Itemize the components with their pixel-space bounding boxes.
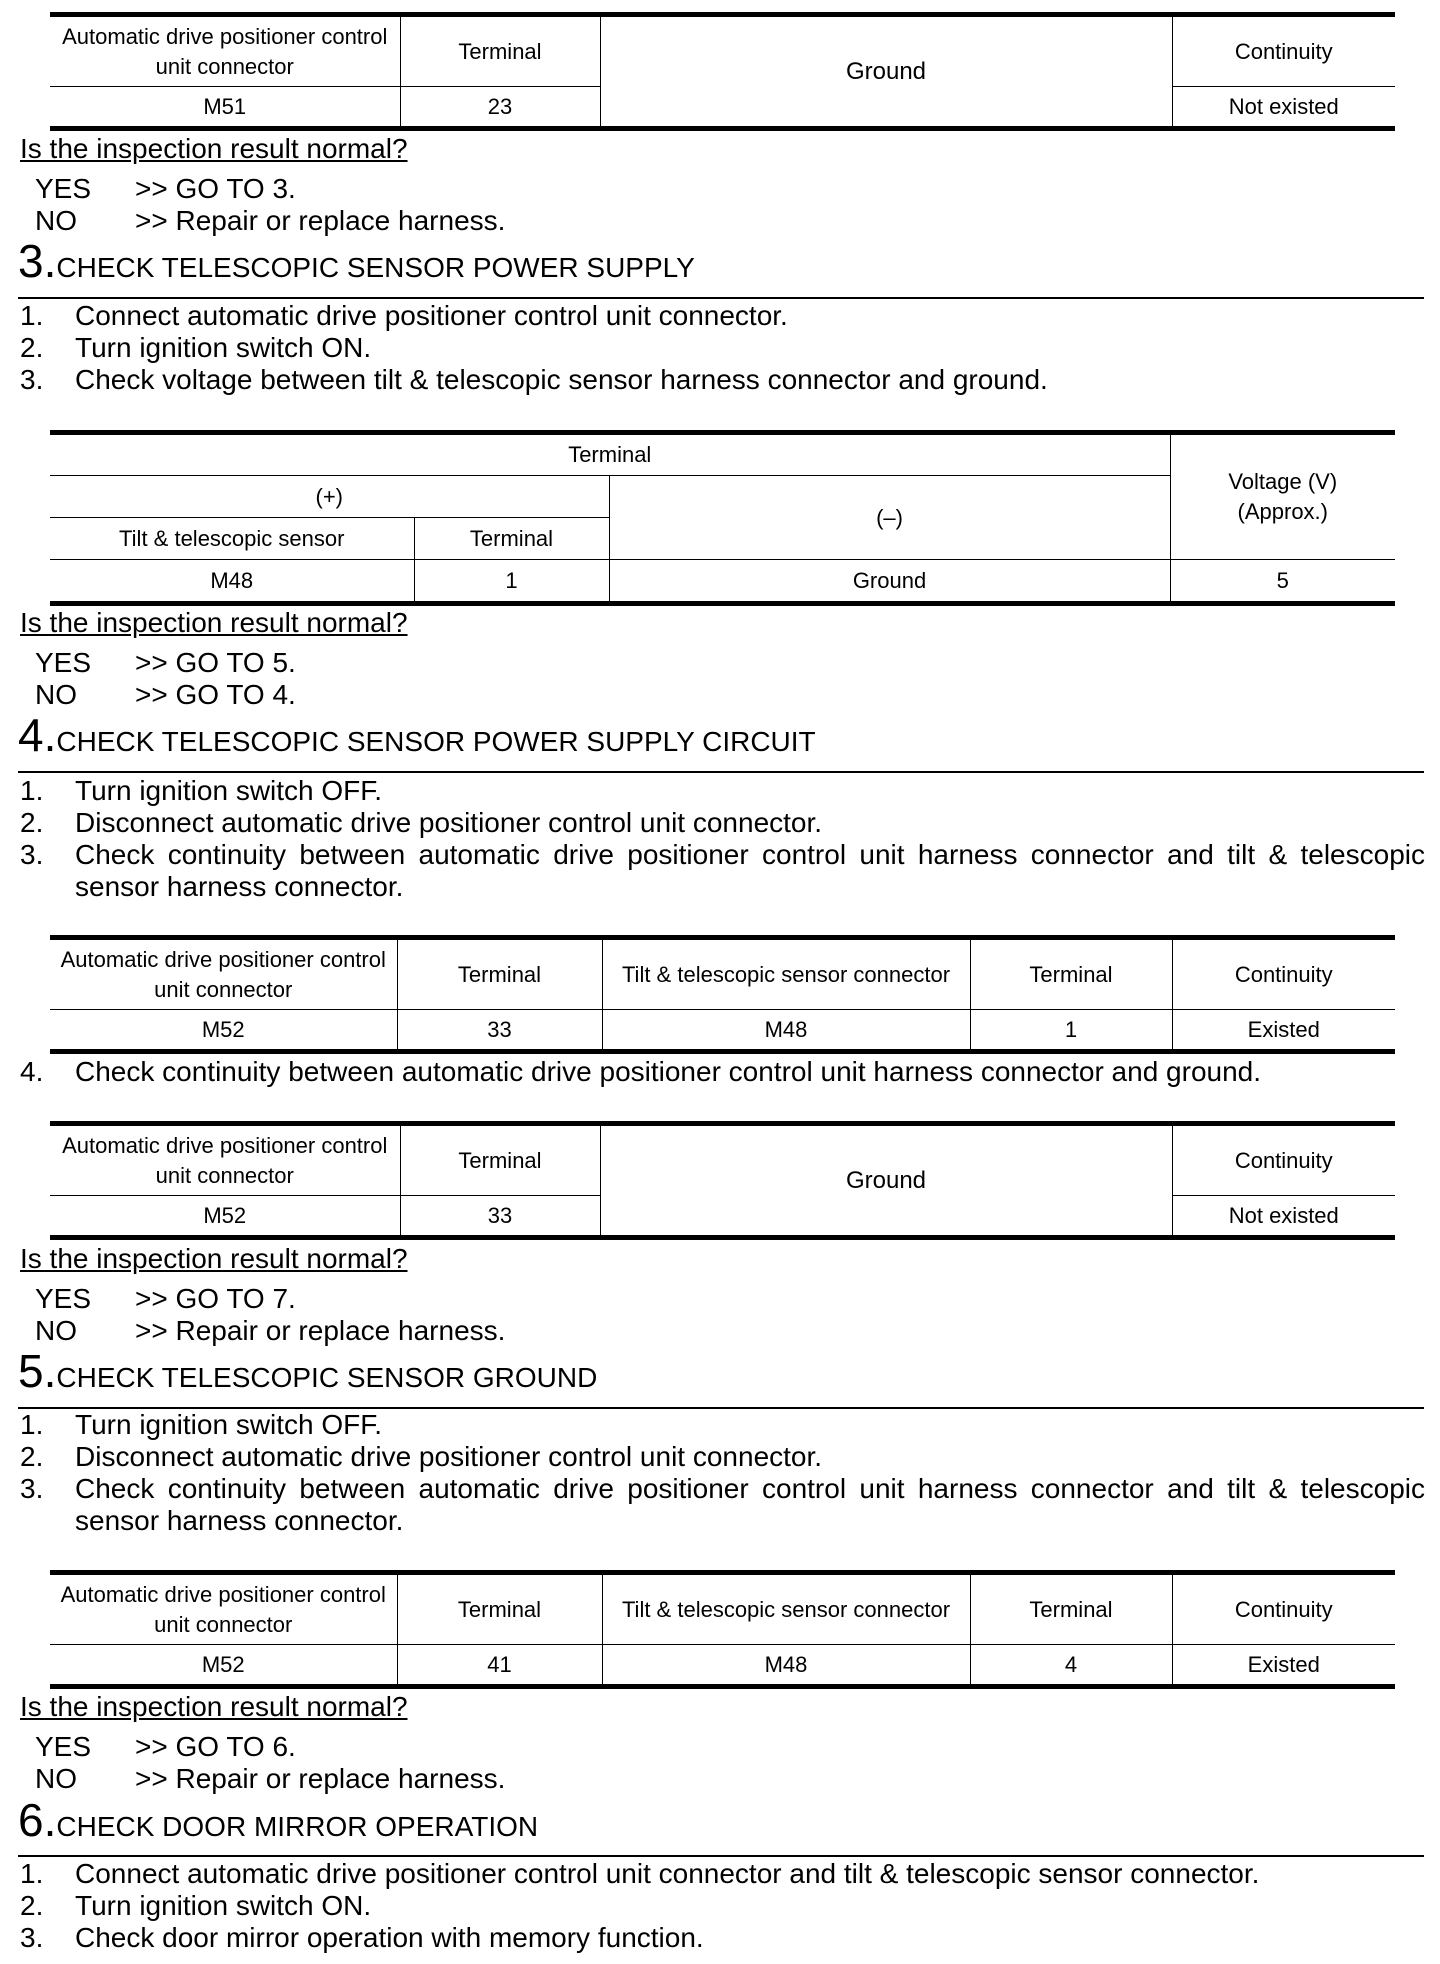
list-text: Connect automatic drive positioner control unit connector and tilt & telescopic sensor connector. <box>75 1858 1260 1889</box>
step-title: CHECK TELESCOPIC SENSOR POWER SUPPLY CIRCUIT <box>56 726 816 757</box>
answer-action: >> GO TO 4. <box>135 679 296 710</box>
list-text: Turn ignition switch OFF. <box>75 1409 383 1440</box>
divider <box>18 1855 1424 1857</box>
list-number: 3. <box>20 364 44 395</box>
step-3-heading <box>18 235 695 287</box>
list-text: Check continuity between automatic drive positioner control unit harness connector and tilt & telescopic sensor harness connector. <box>75 839 1425 902</box>
inspection-question: Is the inspection result normal? <box>20 133 408 164</box>
inspection-question: Is the inspection result normal? <box>20 607 408 638</box>
cell-connector: M52 <box>50 1645 397 1687</box>
answer-action: >> GO TO 7. <box>135 1283 296 1314</box>
list-number: 2. <box>20 1890 44 1921</box>
header-terminal: Terminal <box>400 15 600 87</box>
cell-continuity: Existed <box>1172 1645 1395 1687</box>
header-sensor-connector: Tilt & telescopic sensor connector <box>602 1573 970 1645</box>
continuity-table-ground-m52 <box>50 1121 1395 1240</box>
list-number: 4. <box>20 1056 44 1087</box>
cell-connector: M48 <box>50 560 414 604</box>
inspection-question: Is the inspection result normal? <box>20 1243 408 1274</box>
ground-cell: Ground <box>600 15 1172 129</box>
header-connector: Automatic drive positioner control unit connector <box>50 15 400 87</box>
step-number: 4. <box>18 709 57 761</box>
list-text: Turn ignition switch ON. <box>75 1890 372 1921</box>
cell-terminal: 4 <box>970 1645 1172 1687</box>
terminal-group-header: Terminal <box>50 433 1170 476</box>
list-text: Disconnect automatic drive positioner control unit connector. <box>75 807 823 838</box>
list-text: Turn ignition switch ON. <box>75 332 372 363</box>
step-title: CHECK TELESCOPIC SENSOR GROUND <box>56 1362 598 1393</box>
divider <box>18 297 1424 299</box>
list-text: Turn ignition switch OFF. <box>75 775 383 806</box>
cell-sensor-connector: M48 <box>602 1645 970 1687</box>
inspection-question: Is the inspection result normal? <box>20 1691 408 1722</box>
list-number: 1. <box>20 1858 44 1889</box>
cell-terminal: 33 <box>400 1196 600 1238</box>
list-text: Check door mirror operation with memory function. <box>75 1922 704 1953</box>
ground-cell: Ground <box>600 1124 1172 1238</box>
answer-action: >> GO TO 5. <box>135 647 296 678</box>
list-number: 2. <box>20 807 44 838</box>
header-continuity: Continuity <box>1172 938 1395 1010</box>
answer-label: NO <box>35 1315 77 1346</box>
answer-label: NO <box>35 679 77 710</box>
header-continuity: Continuity <box>1172 1124 1395 1196</box>
step-number: 5. <box>18 1345 57 1397</box>
answer-action: >> GO TO 6. <box>135 1731 296 1762</box>
cell-terminal: 1 <box>414 560 609 604</box>
step-number: 6. <box>18 1794 57 1846</box>
answer-label: YES <box>35 1731 92 1762</box>
header-sensor-connector: Tilt & telescopic sensor connector <box>602 938 970 1010</box>
answer-label: NO <box>35 1763 77 1794</box>
yes-label: YES <box>35 173 92 204</box>
cell-terminal: 23 <box>400 87 600 129</box>
answer-action: >> Repair or replace harness. <box>135 1763 506 1794</box>
list-text: Connect automatic drive positioner control unit connector. <box>75 300 788 331</box>
list-number: 3. <box>20 839 44 870</box>
cell-continuity: Not existed <box>1172 1196 1395 1238</box>
step-4-heading <box>18 709 816 761</box>
list-number: 1. <box>20 1409 44 1440</box>
cell-continuity: Existed <box>1172 1010 1395 1052</box>
header-terminal: Terminal <box>397 938 602 1010</box>
terminal-header: Terminal <box>414 518 609 560</box>
answer-label: YES <box>35 1283 92 1314</box>
cell-voltage: 5 <box>1170 560 1395 604</box>
header-continuity: Continuity <box>1172 15 1395 87</box>
continuity-table-ground-m51 <box>50 12 1395 131</box>
cell-connector: M52 <box>50 1196 400 1238</box>
step-5-heading <box>18 1345 598 1397</box>
header-connector: Automatic drive positioner control unit connector <box>50 1573 397 1645</box>
answer-action: >> Repair or replace harness. <box>135 1315 506 1346</box>
header-connector: Automatic drive positioner control unit connector <box>50 938 397 1010</box>
cell-connector: M52 <box>50 1010 397 1052</box>
list-text: Check voltage between tilt & telescopic sensor harness connector and ground. <box>75 364 1048 395</box>
step-6-heading <box>18 1794 539 1846</box>
list-text: Check continuity between automatic drive positioner control unit harness connector and ground. <box>75 1056 1262 1087</box>
cell-connector: M51 <box>50 87 400 129</box>
voltage-table <box>50 430 1395 606</box>
continuity-table-m52-m48 <box>50 935 1395 1054</box>
list-number: 3. <box>20 1922 44 1953</box>
voltage-header: Voltage (V) (Approx.) <box>1170 433 1395 560</box>
list-number: 3. <box>20 1473 44 1504</box>
yes-action: >> GO TO 3. <box>135 173 296 204</box>
continuity-table-m52-m48-ground <box>50 1570 1395 1689</box>
minus-header: (–) <box>609 476 1170 560</box>
cell-ground: Ground <box>609 560 1170 604</box>
step-title: CHECK TELESCOPIC SENSOR POWER SUPPLY <box>56 252 695 283</box>
cell-terminal: 1 <box>970 1010 1172 1052</box>
header-continuity: Continuity <box>1172 1573 1395 1645</box>
list-text: Check continuity between automatic drive positioner control unit harness connector and tilt & telescopic sensor harness connector. <box>75 1473 1425 1536</box>
cell-sensor-connector: M48 <box>602 1010 970 1052</box>
answer-label: YES <box>35 647 92 678</box>
cell-terminal: 41 <box>397 1645 602 1687</box>
no-label: NO <box>35 205 77 236</box>
plus-header: (+) <box>50 476 609 518</box>
header-connector: Automatic drive positioner control unit connector <box>50 1124 400 1196</box>
header-terminal: Terminal <box>397 1573 602 1645</box>
step-title: CHECK DOOR MIRROR OPERATION <box>56 1811 539 1842</box>
list-number: 2. <box>20 332 44 363</box>
list-number: 1. <box>20 300 44 331</box>
list-number: 1. <box>20 775 44 806</box>
list-number: 2. <box>20 1441 44 1472</box>
no-action: >> Repair or replace harness. <box>135 205 506 236</box>
cell-continuity: Not existed <box>1172 87 1395 129</box>
sensor-header: Tilt & telescopic sensor <box>50 518 414 560</box>
step-number: 3. <box>18 235 57 287</box>
cell-terminal: 33 <box>397 1010 602 1052</box>
header-terminal: Terminal <box>400 1124 600 1196</box>
header-terminal: Terminal <box>970 938 1172 1010</box>
list-text: Disconnect automatic drive positioner control unit connector. <box>75 1441 823 1472</box>
header-terminal: Terminal <box>970 1573 1172 1645</box>
divider <box>18 771 1424 773</box>
